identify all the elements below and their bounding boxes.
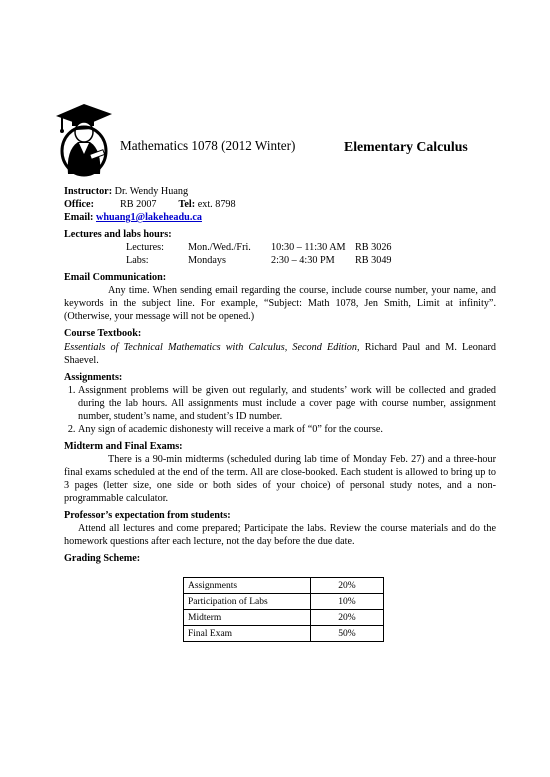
grading-table — [183, 577, 384, 642]
grading-item: Final Exam — [184, 626, 311, 642]
assignments-list — [64, 384, 496, 436]
hours-room: RB 3049 — [355, 255, 392, 267]
grading-weight: 10% — [311, 594, 384, 610]
hours-label: Lectures: — [126, 242, 164, 254]
office-label: Office: — [64, 199, 94, 211]
email-comm-text: Any time. When sending email regarding the course, include course number, your name, and keywords in the subject line. For example, “Subject: Math 1078, Jen Smith, Limit at infinity”. (Otherwise, your message will not be opened.) — [64, 285, 496, 323]
hours-time: 10:30 – 11:30 AM — [271, 242, 346, 254]
expectation-text: Attend all lectures and come prepared; Participate the labs. Review the course materials and do the homework questions after each lecture, not the day before the due date. — [64, 523, 496, 548]
grading-weight: 50% — [311, 626, 384, 642]
grading-item: Assignments — [184, 578, 311, 594]
textbook-title: Essentials of Technical Mathematics with Calculus, Second Edition, — [64, 341, 360, 353]
hours-label: Labs: — [126, 255, 149, 267]
instructor-label: Instructor: — [64, 186, 113, 197]
table-row — [184, 610, 384, 626]
grading-item: Midterm — [184, 610, 311, 626]
grading-heading: Grading Scheme: — [64, 553, 141, 565]
hours-row-lectures — [126, 241, 496, 254]
hours-time: 2:30 – 4:30 PM — [271, 255, 335, 267]
grading-item: Participation of Labs — [184, 594, 311, 610]
hours-days: Mondays — [188, 255, 226, 267]
textbook-authors: Richard Paul and M. Leonard Shaevel. — [64, 341, 496, 366]
textbook-text — [64, 341, 496, 367]
instructor-email-link[interactable]: whuang1@lakeheadu.ca — [95, 212, 202, 224]
list-item: 2. Any sign of academic dishonesty will receive a mark of “0” for the course. — [78, 423, 496, 436]
instructor-name: Dr. Wendy Huang — [114, 186, 189, 197]
hours-row-labs — [126, 254, 496, 267]
hours-heading: Lectures and labs hours: — [64, 229, 172, 241]
course-name: Elementary Calculus — [344, 139, 468, 154]
email-comm-heading: Email Communication: — [64, 272, 167, 284]
tel-label: Tel: — [178, 199, 196, 211]
exams-heading: Midterm and Final Exams: — [64, 440, 183, 452]
table-row — [184, 626, 384, 642]
email-label: Email: — [64, 212, 94, 224]
grading-weight: 20% — [311, 610, 384, 626]
hours-room: RB 3026 — [355, 242, 392, 254]
instructor-info — [64, 185, 496, 224]
hours-table — [126, 241, 496, 267]
list-item: 1. Assignment problems will be given out regularly, and students’ work will be collected and graded during the lab hours. All assignments must include a cover page with course number, assignment number, student’s name, and student’s ID number. — [78, 384, 496, 423]
textbook-heading: Course Textbook: — [64, 328, 142, 340]
graduate-logo-icon — [54, 96, 118, 180]
hours-days: Mon./Wed./Fri. — [188, 242, 251, 254]
office-value: RB 2007 — [120, 199, 157, 211]
table-row — [184, 578, 384, 594]
syllabus-body — [64, 185, 496, 642]
expectation-heading: Professor’s expectation from students: — [64, 510, 231, 522]
table-row — [184, 594, 384, 610]
assignments-heading: Assignments: — [64, 371, 123, 383]
course-title: Mathematics 1078 (2012 Winter) — [120, 138, 296, 153]
grading-weight: 20% — [311, 578, 384, 594]
tel-value: ext. 8798 — [197, 199, 236, 211]
exams-text: There is a 90-min midterms (scheduled during lab time of Monday Feb. 27) and a three-hour final exams scheduled at the end of the term. All are close-booked. Each student is allowed to bring up to 3 pages (letter size, one side or both sides of your choice) of personal study notes, and a non-programmable calculator. — [64, 453, 496, 505]
